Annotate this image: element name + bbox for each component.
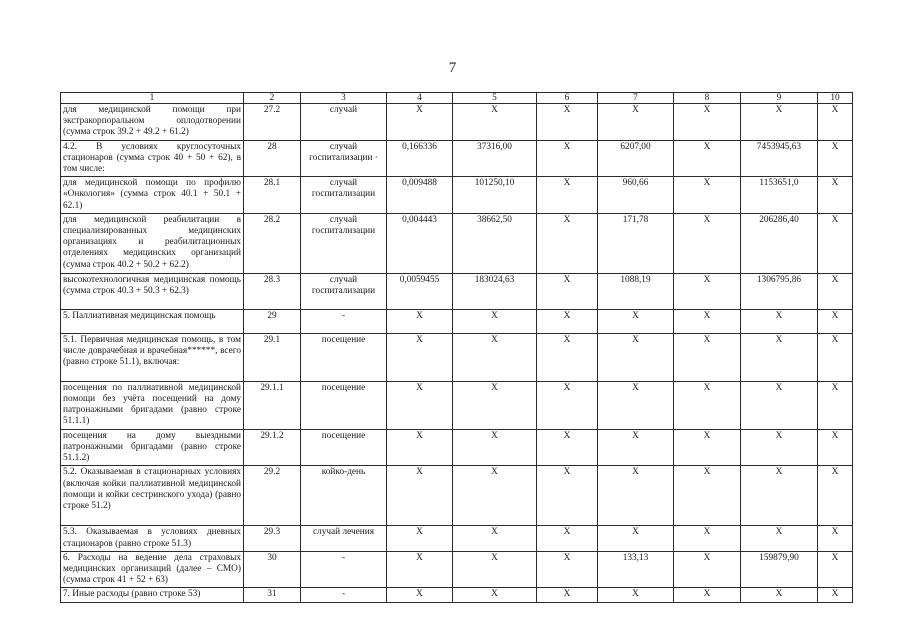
cell-col-5: X (453, 466, 537, 526)
unit-of-measure: случай госпитализации · (301, 140, 387, 177)
cell-col-8: X (674, 466, 741, 526)
unit-of-measure: случай лечения (301, 526, 387, 551)
cell-col-10: X (818, 177, 853, 214)
row-description: 5.1. Первичная медицинская помощь, в том числе доврачебная и врачебная******, всего (равно строке 51.1), включая: (61, 333, 244, 381)
column-header: 1 (61, 93, 244, 104)
cell-col-9: X (741, 381, 818, 429)
row-description: для медицинской помощи по профилю «Онкология» (сумма строк 40.1 + 50.1 + 62.1) (61, 177, 244, 214)
row-number: 29 (244, 309, 301, 333)
cell-col-10: X (818, 213, 853, 273)
column-header: 2 (244, 93, 301, 104)
cell-col-8: X (674, 309, 741, 333)
row-number: 29.1.2 (244, 429, 301, 466)
cell-col-8: X (674, 429, 741, 466)
row-number: 28.1 (244, 177, 301, 214)
cell-col-7: X (598, 333, 674, 381)
cell-col-4: X (387, 333, 453, 381)
table-row (61, 551, 853, 588)
cell-col-10: X (818, 466, 853, 526)
cell-col-4: 0,004443 (387, 213, 453, 273)
table-row (61, 140, 853, 177)
cell-col-6: X (537, 140, 598, 177)
cell-col-9: 206286,40 (741, 213, 818, 273)
table-row (61, 213, 853, 273)
cell-col-8: X (674, 526, 741, 551)
cell-col-4: X (387, 466, 453, 526)
row-number: 29.3 (244, 526, 301, 551)
cell-col-8: X (674, 104, 741, 141)
cell-col-7: X (598, 381, 674, 429)
cell-col-6: X (537, 588, 598, 602)
cell-col-10: X (818, 273, 853, 309)
cell-col-5: X (453, 381, 537, 429)
cell-col-7: 1088,19 (598, 273, 674, 309)
page-number: 7 (448, 60, 457, 76)
cell-col-7: X (598, 466, 674, 526)
cell-col-4: X (387, 104, 453, 141)
cell-col-10: X (818, 309, 853, 333)
cell-col-4: X (387, 526, 453, 551)
cell-col-4: X (387, 309, 453, 333)
cell-col-4: X (387, 551, 453, 588)
row-number: 28.2 (244, 213, 301, 273)
cell-col-9: 7453945,63 (741, 140, 818, 177)
column-header-row (61, 93, 853, 104)
cell-col-6: X (537, 333, 598, 381)
unit-of-measure: посещение (301, 333, 387, 381)
cell-col-10: X (818, 104, 853, 141)
cell-col-6: X (537, 177, 598, 214)
table-row (61, 429, 853, 466)
cell-col-5: X (453, 309, 537, 333)
row-description: высокотехнологичная медицинская помощь (сумма строк 40.3 + 50.3 + 62.3) (61, 273, 244, 309)
row-number: 29.1 (244, 333, 301, 381)
column-header: 6 (537, 93, 598, 104)
table-row (61, 177, 853, 214)
cell-col-6: X (537, 551, 598, 588)
unit-of-measure: - (301, 588, 387, 602)
cell-col-8: X (674, 177, 741, 214)
cell-col-4: 0,009488 (387, 177, 453, 214)
unit-of-measure: случай госпитализации (301, 213, 387, 273)
row-description: для медицинской помощи при экстракорпоральном оплодотворении (сумма строк 39.2 + 49.2 + 61.2) (61, 104, 244, 141)
cell-col-6: X (537, 213, 598, 273)
row-description: посещения на дому выездными патронажными бригадами (равно строке 51.1.2) (61, 429, 244, 466)
row-description: 5.2. Оказываемая в стационарных условиях (включая койки паллиативной медицинской помощи и койки сестринского ухода) (равно строке 51.2) (61, 466, 244, 526)
cell-col-8: X (674, 588, 741, 602)
unit-of-measure: случай (301, 104, 387, 141)
unit-of-measure: случай госпитализации (301, 177, 387, 214)
cell-col-10: X (818, 551, 853, 588)
cell-col-5: 101250,10 (453, 177, 537, 214)
cell-col-8: X (674, 213, 741, 273)
cell-col-4: X (387, 381, 453, 429)
cell-col-5: 183024,63 (453, 273, 537, 309)
cell-col-4: 0,0059455 (387, 273, 453, 309)
row-description: для медицинской реабилитации в специализированных медицинских организациях и реабилитационных отделениях медицинских организаций (сумма строк 40.2 + 50.2 + 62.2) (61, 213, 244, 273)
column-header: 10 (818, 93, 853, 104)
row-description: 5.3. Оказываемая в условиях дневных стационаров (равно строке 51.3) (61, 526, 244, 551)
cell-col-7: X (598, 309, 674, 333)
cell-col-7: 133,13 (598, 551, 674, 588)
row-number: 31 (244, 588, 301, 602)
cell-col-6: X (537, 429, 598, 466)
cell-col-7: 171,78 (598, 213, 674, 273)
cell-col-5: X (453, 333, 537, 381)
row-description: 5. Паллиативная медицинская помощь (61, 309, 244, 333)
row-description: посещения по паллиативной медицинской помощи без учёта посещений на дому патронажными бригадами (равно строке 51.1.1) (61, 381, 244, 429)
unit-of-measure: посещение (301, 429, 387, 466)
row-number: 29.1.1 (244, 381, 301, 429)
cell-col-9: X (741, 104, 818, 141)
cell-col-10: X (818, 429, 853, 466)
column-header: 4 (387, 93, 453, 104)
cell-col-8: X (674, 551, 741, 588)
row-description: 4.2. В условиях круглосуточных стационаров (сумма строк 40 + 50 + 62), в том числе: (61, 140, 244, 177)
row-number: 27.2 (244, 104, 301, 141)
cell-col-9: X (741, 588, 818, 602)
cell-col-8: X (674, 140, 741, 177)
cell-col-7: 960,66 (598, 177, 674, 214)
unit-of-measure: посещение (301, 381, 387, 429)
table-row (61, 526, 853, 551)
unit-of-measure: - (301, 551, 387, 588)
cell-col-10: X (818, 588, 853, 602)
cell-col-10: X (818, 333, 853, 381)
cell-col-5: 37316,00 (453, 140, 537, 177)
cell-col-10: X (818, 526, 853, 551)
cell-col-6: X (537, 273, 598, 309)
cell-col-5: X (453, 526, 537, 551)
cell-col-4: X (387, 588, 453, 602)
cell-col-4: X (387, 429, 453, 466)
cell-col-7: X (598, 588, 674, 602)
cell-col-9: X (741, 309, 818, 333)
row-number: 30 (244, 551, 301, 588)
cell-col-9: 1306795,86 (741, 273, 818, 309)
cell-col-6: X (537, 381, 598, 429)
cell-col-5: X (453, 104, 537, 141)
column-header: 3 (301, 93, 387, 104)
row-description: 6. Расходы на ведение дела страховых медицинских организаций (далее – СМО) (сумма строк 41 + 52 + 63) (61, 551, 244, 588)
cell-col-9: X (741, 429, 818, 466)
cell-col-8: X (674, 273, 741, 309)
cell-col-10: X (818, 381, 853, 429)
column-header: 9 (741, 93, 818, 104)
cell-col-9: X (741, 333, 818, 381)
data-table (60, 92, 853, 603)
cell-col-6: X (537, 104, 598, 141)
table-row (61, 273, 853, 309)
cell-col-6: X (537, 309, 598, 333)
cell-col-7: 6207,00 (598, 140, 674, 177)
cell-col-6: X (537, 526, 598, 551)
unit-of-measure: койко-день (301, 466, 387, 526)
table-row (61, 466, 853, 526)
table-row (61, 104, 853, 141)
cell-col-9: X (741, 526, 818, 551)
unit-of-measure: случай госпитализации (301, 273, 387, 309)
cell-col-9: X (741, 466, 818, 526)
column-header: 5 (453, 93, 537, 104)
cell-col-10: X (818, 140, 853, 177)
row-number: 28.3 (244, 273, 301, 309)
unit-of-measure: - (301, 309, 387, 333)
table-row (61, 309, 853, 333)
cell-col-8: X (674, 381, 741, 429)
table-row (61, 588, 853, 602)
column-header: 8 (674, 93, 741, 104)
cell-col-4: 0,166336 (387, 140, 453, 177)
cell-col-8: X (674, 333, 741, 381)
row-description: 7. Иные расходы (равно строке 53) (61, 588, 244, 602)
cell-col-7: X (598, 429, 674, 466)
table-row (61, 381, 853, 429)
cell-col-9: 1153651,0 (741, 177, 818, 214)
cell-col-9: 159879,90 (741, 551, 818, 588)
column-header: 7 (598, 93, 674, 104)
cell-col-7: X (598, 104, 674, 141)
cell-col-5: X (453, 588, 537, 602)
row-number: 28 (244, 140, 301, 177)
cell-col-5: X (453, 429, 537, 466)
table-row (61, 333, 853, 381)
cell-col-5: 38662,50 (453, 213, 537, 273)
cell-col-6: X (537, 466, 598, 526)
cell-col-7: X (598, 526, 674, 551)
cell-col-5: X (453, 551, 537, 588)
row-number: 29.2 (244, 466, 301, 526)
